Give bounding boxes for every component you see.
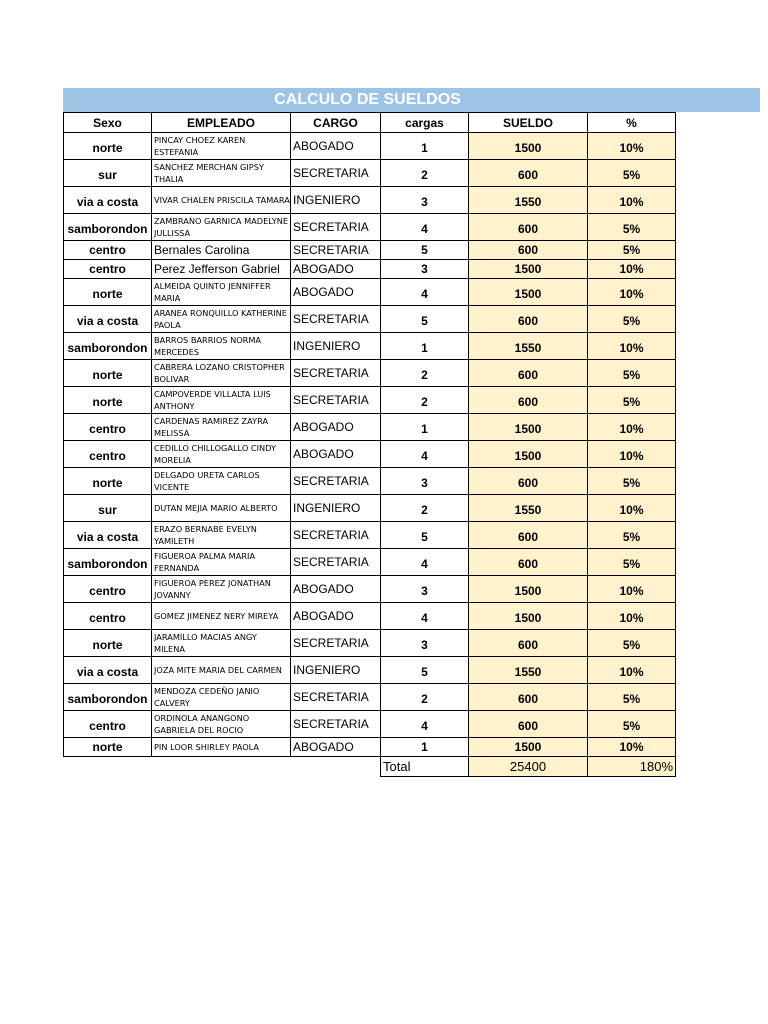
cell-empleado[interactable]: DUTAN MEJIA MARIO ALBERTO [152,495,291,522]
cell-sexo-value: samborondon [67,221,148,236]
cell-sueldo-value: 1550 [514,194,542,209]
cell-cargas-value: 3 [421,262,428,276]
cell-cargo[interactable]: SECRETARIA [291,241,381,260]
cell-sexo[interactable] [64,160,152,187]
cell-empleado[interactable]: CAMPOVERDE VILLALTA LUIS ANTHONY [152,387,291,414]
cell-cargas[interactable] [381,414,469,441]
cell-cargo[interactable]: SECRETARIA [291,468,381,495]
cell-pct[interactable] [588,260,676,279]
table-row [64,684,676,711]
cell-cargas-value: 4 [421,448,428,463]
cell-cargo[interactable]: INGENIERO [291,333,381,360]
cell-pct[interactable] [588,360,676,387]
cell-sexo[interactable] [64,684,152,711]
header-sueldo[interactable]: SUELDO [469,113,588,133]
cell-cargas[interactable] [381,360,469,387]
cell-sexo-value: norte [92,367,123,382]
cell-pct-value: 5% [622,529,641,544]
cell-cargo[interactable]: ABOGADO [291,279,381,306]
cell-sueldo-value: 1500 [514,140,542,155]
cell-cargas[interactable] [381,387,469,414]
cell-sexo-value: norte [92,637,123,652]
cell-pct-value: 10% [619,421,644,436]
cell-empleado[interactable]: ARANEA RONQUILLO KATHERINE PAOLA [152,306,291,333]
cell-cargas-value: 3 [421,194,428,209]
cell-cargas-value: 1 [421,421,428,436]
cell-pct-value: 10% [619,286,644,301]
cell-pct[interactable] [588,576,676,603]
cell-cargas-value: 4 [421,556,428,571]
cell-pct-value: 10% [619,502,644,517]
cell-sueldo[interactable] [469,603,588,630]
cell-cargo[interactable]: ABOGADO [291,133,381,160]
cell-cargas-value: 5 [421,529,428,544]
table-row [64,241,676,260]
cell-empleado[interactable]: CARDENAS RAMIREZ ZAYRA MELISSA [152,414,291,441]
cell-pct-value: 10% [619,664,644,679]
cell-cargas-value: 5 [421,313,428,328]
cell-sueldo[interactable] [469,468,588,495]
cell-sexo[interactable] [64,214,152,241]
table-row [64,441,676,468]
table-row [64,522,676,549]
cell-cargo[interactable]: ABOGADO [291,603,381,630]
cell-sexo-value: centro [89,421,126,436]
cell-sexo-value: norte [92,140,123,155]
cell-pct-value: 10% [619,262,644,276]
cell-sueldo[interactable] [469,187,588,214]
cell-sueldo[interactable] [469,333,588,360]
cell-sueldo-value: 600 [517,556,539,571]
header-empleado[interactable]: EMPLEADO [152,113,291,133]
cell-cargas[interactable] [381,603,469,630]
cell-cargo[interactable]: SECRETARIA [291,306,381,333]
cell-cargas[interactable] [381,241,469,260]
cell-sueldo[interactable] [469,414,588,441]
table-row [64,549,676,576]
cell-cargas-value: 1 [421,140,428,155]
cell-sueldo-value: 1500 [514,610,542,625]
cell-cargas[interactable] [381,260,469,279]
cell-empleado[interactable]: ERAZO BERNABE EVELYN YAMILETH [152,522,291,549]
cell-cargas-value: 2 [421,691,428,706]
cell-sexo[interactable] [64,387,152,414]
cell-cargas[interactable] [381,549,469,576]
cell-sexo-value: norte [92,394,123,409]
cell-empleado[interactable]: ORDINOLA ANANGONO GABRIELA DEL ROCIO [152,711,291,738]
cell-empleado[interactable]: CABRERA LOZANO CRISTOPHER BOLIVAR [152,360,291,387]
cell-sexo[interactable] [64,576,152,603]
cell-sexo[interactable] [64,630,152,657]
cell-sueldo[interactable] [469,241,588,260]
cell-cargo[interactable]: SECRETARIA [291,549,381,576]
cell-cargo[interactable]: SECRETARIA [291,522,381,549]
cell-empleado[interactable]: DELGADO URETA CARLOS VICENTE [152,468,291,495]
cell-pct-value: 5% [622,167,641,182]
cell-pct[interactable] [588,522,676,549]
table-row [64,576,676,603]
cell-pct-value: 10% [619,340,644,355]
cell-sexo-value: via a costa [76,529,139,544]
table-row [64,468,676,495]
cell-pct[interactable] [588,603,676,630]
table-row [64,738,676,757]
cell-sexo[interactable] [64,657,152,684]
cell-sueldo[interactable] [469,133,588,160]
cell-pct[interactable] [588,279,676,306]
cell-sueldo[interactable] [469,522,588,549]
cell-cargas-value: 4 [421,718,428,733]
cell-cargas[interactable] [381,133,469,160]
cell-cargo[interactable]: ABOGADO [291,260,381,279]
cell-sueldo[interactable] [469,160,588,187]
cell-sueldo-value: 1550 [514,502,542,517]
cell-cargo[interactable]: ABOGADO [291,414,381,441]
cell-sexo[interactable] [64,441,152,468]
cell-sueldo[interactable] [469,738,588,757]
cell-cargas-value: 4 [421,286,428,301]
cell-sexo[interactable] [64,495,152,522]
cell-sueldo[interactable] [469,387,588,414]
cell-pct[interactable] [588,387,676,414]
cell-sueldo-value: 600 [517,243,539,257]
cell-cargo[interactable]: SECRETARIA [291,630,381,657]
cell-empleado[interactable]: SANCHEZ MERCHAN GIPSY THALIA [152,160,291,187]
table-body [64,133,676,757]
cell-sueldo[interactable] [469,495,588,522]
header-sexo[interactable]: Sexo [64,113,152,133]
table-row [64,333,676,360]
cell-cargo[interactable]: INGENIERO [291,495,381,522]
cell-cargo[interactable]: INGENIERO [291,657,381,684]
cell-cargas-value: 1 [421,740,428,754]
cell-cargo[interactable]: SECRETARIA [291,387,381,414]
cell-sueldo[interactable] [469,549,588,576]
cell-pct[interactable] [588,684,676,711]
cell-sueldo[interactable] [469,630,588,657]
cell-sexo[interactable] [64,360,152,387]
cell-cargas[interactable] [381,522,469,549]
cell-sueldo-value: 600 [517,691,539,706]
cell-sueldo[interactable] [469,214,588,241]
cell-sueldo[interactable] [469,306,588,333]
cell-cargas[interactable] [381,160,469,187]
cell-sueldo-value: 1500 [514,421,542,436]
cell-sueldo-value: 600 [517,637,539,652]
cell-cargas-value: 4 [421,221,428,236]
cell-pct[interactable] [588,468,676,495]
cell-empleado[interactable]: PINCAY CHOEZ KAREN ESTEFANIA [152,133,291,160]
table-row [64,657,676,684]
cell-empleado[interactable]: Bernales Carolina [152,241,291,260]
cell-pct-value: 5% [622,691,641,706]
cell-pct-value: 5% [622,718,641,733]
total-pct[interactable]: 180% [588,757,676,777]
cell-sueldo-value: 600 [517,475,539,490]
cell-empleado[interactable]: FIGUEROA PALMA MARIA FERNANDA [152,549,291,576]
cell-sexo-value: samborondon [67,691,148,706]
cell-cargo[interactable]: SECRETARIA [291,360,381,387]
cell-pct[interactable] [588,738,676,757]
cell-pct-value: 10% [619,610,644,625]
cell-empleado[interactable]: GOMEZ JIMENEZ NERY MIREYA [152,603,291,630]
cell-sexo[interactable] [64,522,152,549]
table-row [64,711,676,738]
cell-cargo[interactable]: ABOGADO [291,576,381,603]
cell-sexo[interactable] [64,414,152,441]
table-row [64,360,676,387]
cell-pct-value: 10% [619,140,644,155]
cell-sexo-value: centro [89,610,126,625]
cell-sexo-value: via a costa [76,664,139,679]
cell-sueldo[interactable] [469,279,588,306]
total-sueldo[interactable]: 25400 [469,757,588,777]
cell-cargas-value: 2 [421,367,428,382]
cell-sexo-value: via a costa [76,194,139,209]
cell-cargas[interactable] [381,576,469,603]
cell-cargas[interactable] [381,333,469,360]
cell-cargas[interactable] [381,279,469,306]
table-row [64,495,676,522]
cell-sexo-value: centro [89,243,126,257]
cell-sueldo[interactable] [469,576,588,603]
total-spacer [64,757,152,777]
table-row [64,387,676,414]
table-row [64,630,676,657]
cell-sexo-value: norte [92,475,123,490]
cell-pct-value: 5% [622,637,641,652]
cell-sueldo-value: 1500 [514,740,542,754]
cell-sexo-value: sur [98,502,117,517]
cell-empleado[interactable]: ALMEIDA QUINTO JENNIFFER MARIA [152,279,291,306]
cell-cargas[interactable] [381,306,469,333]
cell-cargo[interactable]: INGENIERO [291,187,381,214]
cell-sexo-value: samborondon [67,556,148,571]
cell-cargas-value: 2 [421,502,428,517]
cell-sueldo[interactable] [469,711,588,738]
cell-empleado[interactable]: ZAMBRANO GARNICA MADELYNE JULLISSA [152,214,291,241]
cell-cargas[interactable] [381,711,469,738]
cell-cargas-value: 2 [421,167,428,182]
cell-cargas-value: 2 [421,394,428,409]
cell-sueldo[interactable] [469,360,588,387]
total-row [64,757,676,777]
cell-pct-value: 10% [619,194,644,209]
cell-sueldo[interactable] [469,684,588,711]
cell-sexo[interactable] [64,603,152,630]
cell-cargo[interactable]: ABOGADO [291,441,381,468]
cell-sexo[interactable] [64,241,152,260]
cell-cargas-value: 5 [421,664,428,679]
cell-empleado[interactable]: MENDOZA CEDEÑO JANIO CALVERY [152,684,291,711]
table-row [64,187,676,214]
cell-empleado[interactable]: JOZA MITE MARIA DEL CARMEN [152,657,291,684]
cell-sexo-value: centro [89,262,126,276]
cell-empleado[interactable]: JARAMILLO MACIAS ANGY MILENA [152,630,291,657]
cell-empleado[interactable]: BARROS BARRIOS NORMA MERCEDES [152,333,291,360]
table-row [64,603,676,630]
cell-sexo[interactable] [64,333,152,360]
cell-pct[interactable] [588,187,676,214]
cell-sexo-value: centro [89,583,126,598]
cell-pct-value: 5% [622,556,641,571]
cell-empleado[interactable]: VIVAR CHALEN PRISCILA TAMARA [152,187,291,214]
table-row [64,133,676,160]
table-row [64,414,676,441]
table-row [64,260,676,279]
cell-pct-value: 10% [619,740,644,754]
cell-sueldo-value: 1500 [514,583,542,598]
cell-pct-value: 5% [622,221,641,236]
salary-table [63,112,676,777]
cell-cargo[interactable]: SECRETARIA [291,711,381,738]
cell-cargas[interactable] [381,630,469,657]
cell-pct[interactable] [588,241,676,260]
cell-sexo-value: norte [92,740,123,754]
sheet-title: CALCULO DE SUELDOS [274,91,461,108]
cell-pct-value: 5% [622,367,641,382]
cell-cargas[interactable] [381,441,469,468]
cell-sueldo-value: 600 [517,221,539,236]
cell-sueldo-value: 1500 [514,448,542,463]
cell-pct-value: 5% [622,394,641,409]
cell-sueldo[interactable] [469,657,588,684]
cell-pct[interactable] [588,630,676,657]
cell-empleado[interactable]: FIGUEROA PEREZ JONATHAN JOVANNY [152,576,291,603]
header-cargo[interactable]: CARGO [291,113,381,133]
cell-sueldo-value: 600 [517,394,539,409]
cell-sexo-value: samborondon [67,340,148,355]
cell-pct[interactable] [588,160,676,187]
cell-cargas-value: 3 [421,475,428,490]
cell-sexo-value: centro [89,718,126,733]
cell-sexo[interactable] [64,468,152,495]
total-spacer [152,757,291,777]
cell-cargas-value: 1 [421,340,428,355]
total-spacer [291,757,381,777]
cell-sexo[interactable] [64,133,152,160]
cell-sueldo-value: 600 [517,313,539,328]
cell-pct-value: 5% [622,313,641,328]
cell-sueldo-value: 1500 [514,262,542,276]
cell-sexo[interactable] [64,187,152,214]
cell-sueldo-value: 600 [517,367,539,382]
cell-cargo[interactable]: SECRETARIA [291,684,381,711]
cell-pct-value: 10% [619,448,644,463]
cell-cargo[interactable]: ABOGADO [291,738,381,757]
header-row [64,113,676,133]
cell-sexo[interactable] [64,711,152,738]
cell-pct-value: 5% [622,475,641,490]
cell-cargas[interactable] [381,684,469,711]
cell-pct[interactable] [588,414,676,441]
cell-empleado[interactable]: CEDILLO CHILLOGALLO CINDY MORELIA [152,441,291,468]
header-cargas[interactable]: cargas [381,113,469,133]
cell-sueldo[interactable] [469,260,588,279]
cell-cargas-value: 3 [421,583,428,598]
cell-sexo[interactable] [64,738,152,757]
cell-cargas[interactable] [381,187,469,214]
cell-sueldo-value: 600 [517,718,539,733]
cell-cargo[interactable]: SECRETARIA [291,214,381,241]
header-pct[interactable]: % [588,113,676,133]
cell-pct-value: 10% [619,583,644,598]
cell-sexo-value: via a costa [76,313,139,328]
total-label[interactable]: Total [381,757,469,777]
cell-sexo[interactable] [64,306,152,333]
table-row [64,214,676,241]
cell-pct[interactable] [588,214,676,241]
cell-cargas[interactable] [381,468,469,495]
cell-pct[interactable] [588,657,676,684]
cell-pct[interactable] [588,549,676,576]
table-row [64,279,676,306]
cell-cargas[interactable] [381,738,469,757]
cell-cargas[interactable] [381,657,469,684]
cell-cargas-value: 4 [421,610,428,625]
cell-cargo[interactable]: SECRETARIA [291,160,381,187]
table-row [64,306,676,333]
cell-pct[interactable] [588,133,676,160]
cell-pct[interactable] [588,711,676,738]
cell-sueldo-value: 1500 [514,286,542,301]
cell-empleado[interactable]: PIN LOOR SHIRLEY PAOLA [152,738,291,757]
cell-pct[interactable] [588,306,676,333]
cell-sexo-value: sur [98,167,117,182]
cell-pct[interactable] [588,495,676,522]
cell-sexo[interactable] [64,549,152,576]
cell-empleado[interactable]: Perez Jefferson Gabriel [152,260,291,279]
cell-cargas[interactable] [381,214,469,241]
cell-pct[interactable] [588,441,676,468]
table-row [64,160,676,187]
cell-sexo-value: norte [92,286,123,301]
cell-sueldo-value: 600 [517,167,539,182]
cell-sexo-value: centro [89,448,126,463]
cell-sueldo-value: 1550 [514,664,542,679]
cell-cargas-value: 3 [421,637,428,652]
cell-cargas[interactable] [381,495,469,522]
cell-pct[interactable] [588,333,676,360]
cell-pct-value: 5% [622,243,641,257]
cell-sexo[interactable] [64,279,152,306]
cell-sueldo-value: 1550 [514,340,542,355]
cell-sueldo[interactable] [469,441,588,468]
cell-sueldo-value: 600 [517,529,539,544]
cell-sexo[interactable] [64,260,152,279]
cell-cargas-value: 5 [421,243,428,257]
